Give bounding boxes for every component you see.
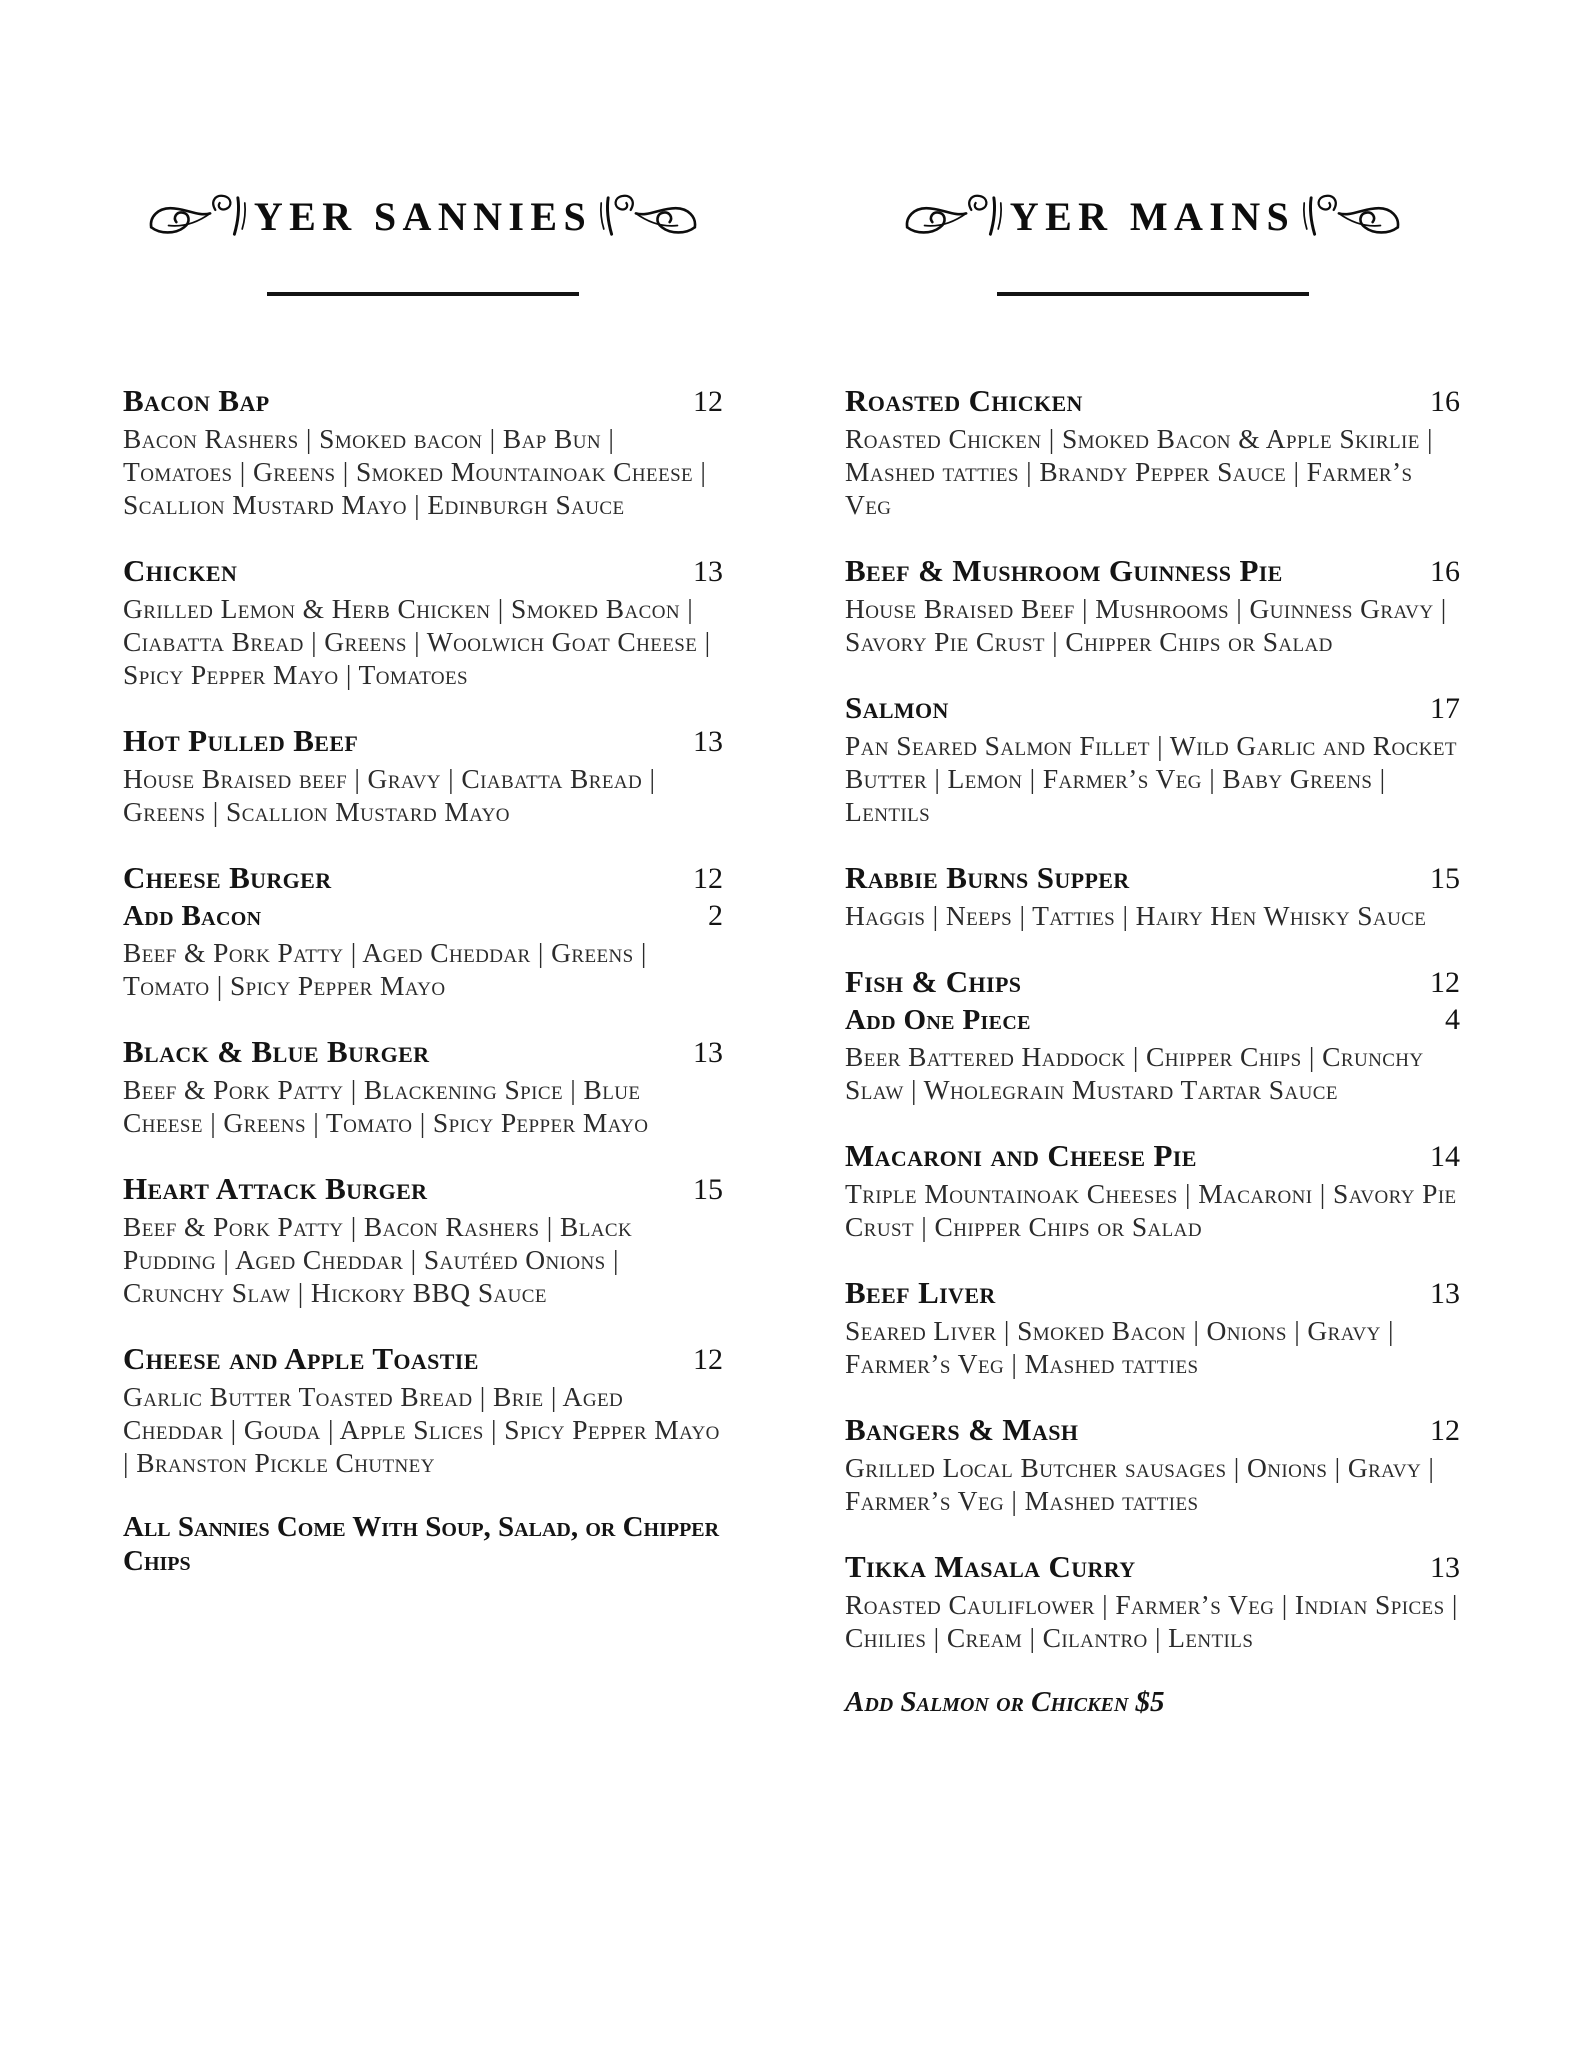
menu-item xyxy=(845,1137,1460,1243)
menu-item xyxy=(123,552,723,691)
item-description: Haggis | Neeps | Tatties | Hairy Hen Whisky Sauce xyxy=(845,900,1427,931)
item-name: Beef Liver xyxy=(845,1275,996,1310)
section-sannies xyxy=(123,0,723,1578)
item-description: Grilled Lemon & Herb Chicken | Smoked Bacon | Ciabatta Bread | Greens | Woolwich Goat Cheese | Spicy Pepper Mayo | Tomatoes xyxy=(123,593,711,690)
item-description: Grilled Local Butcher sausages | Onions | Gravy | Farmer’s Veg | Mashed tatties xyxy=(845,1452,1435,1516)
item-description: Beef & Pork Patty | Aged Cheddar | Greens | Tomato | Spicy Pepper Mayo xyxy=(123,937,647,1001)
menu-item xyxy=(123,382,723,521)
item-description: Beef & Pork Patty | Blackening Spice | Blue Cheese | Greens | Tomato | Spicy Pepper Mayo xyxy=(123,1074,649,1138)
item-name: Beef & Mushroom Guinness Pie xyxy=(845,553,1283,588)
menu-item xyxy=(123,1170,723,1309)
menu-item xyxy=(845,689,1460,828)
item-name: Chicken xyxy=(123,553,238,588)
flourish-icon xyxy=(1299,192,1403,240)
section-footnote: All Sannies Come With Soup, Salad, or Chipper Chips xyxy=(123,1511,720,1577)
section-mains xyxy=(845,0,1460,1719)
item-description: Beef & Pork Patty | Bacon Rashers | Black Pudding | Aged Cheddar | Sautéed Onions | Crunchy Slaw | Hickory BBQ Sauce xyxy=(123,1211,633,1308)
item-description: Beer Battered Haddock | Chipper Chips | Crunchy Slaw | Wholegrain Mustard Tartar Sauce xyxy=(845,1041,1424,1105)
item-description: Pan Seared Salmon Fillet | Wild Garlic and Rocket Butter | Lemon | Farmer’s Veg | Baby Greens | Lentils xyxy=(845,730,1457,827)
item-price: 13 xyxy=(1430,1551,1460,1584)
item-description: Triple Mountainoak Cheeses | Macaroni | Savory Pie Crust | Chipper Chips or Salad xyxy=(845,1178,1457,1242)
flourish-icon xyxy=(146,192,250,240)
item-addon-price: 2 xyxy=(708,899,723,932)
menu-item xyxy=(123,1340,723,1479)
section-title: YER MAINS xyxy=(1009,193,1296,239)
item-price: 15 xyxy=(1430,862,1460,895)
menu-item xyxy=(845,859,1460,932)
item-name: Rabbie Burns Supper xyxy=(845,860,1130,895)
item-name: Hot Pulled Beef xyxy=(123,723,359,758)
section-footnote: Add Salmon or Chicken $5 xyxy=(845,1686,1165,1718)
menu-item xyxy=(845,1274,1460,1380)
item-price: 12 xyxy=(693,385,723,418)
item-price: 12 xyxy=(693,862,723,895)
item-addon-name: Add One Piece xyxy=(845,1004,1031,1036)
item-price: 16 xyxy=(1430,555,1460,588)
menu-item xyxy=(845,552,1460,658)
item-name: Bacon Bap xyxy=(123,383,270,418)
item-price: 15 xyxy=(693,1173,723,1206)
sannies-items xyxy=(123,382,723,1479)
item-description: Bacon Rashers | Smoked bacon | Bap Bun | Tomatoes | Greens | Smoked Mountainoak Cheese | Scallion Mustard Mayo | Edinburgh Sauce xyxy=(123,423,707,520)
menu-item xyxy=(845,963,1460,1106)
item-price: 14 xyxy=(1430,1140,1460,1173)
item-name: Bangers & Mash xyxy=(845,1412,1079,1447)
item-description: Roasted Chicken | Smoked Bacon & Apple Skirlie | Mashed tatties | Brandy Pepper Sauce | Farmer’s Veg xyxy=(845,423,1433,520)
item-name: Macaroni and Cheese Pie xyxy=(845,1138,1197,1173)
item-name: Tikka Masala Curry xyxy=(845,1549,1136,1584)
section-title: YER SANNIES xyxy=(253,193,593,239)
mains-header xyxy=(845,192,1460,240)
item-addon-price: 4 xyxy=(1445,1003,1460,1036)
menu-item xyxy=(123,859,723,1002)
item-name: Cheese and Apple Toastie xyxy=(123,1341,479,1376)
item-addon-name: Add Bacon xyxy=(123,900,262,932)
header-underline xyxy=(267,292,579,296)
item-name: Fish & Chips xyxy=(845,964,1022,999)
item-price: 12 xyxy=(1430,1414,1460,1447)
item-price: 17 xyxy=(1430,692,1460,725)
header-underline xyxy=(997,292,1309,296)
item-description: House Braised Beef | Mushrooms | Guinness Gravy | Savory Pie Crust | Chipper Chips or Salad xyxy=(845,593,1447,657)
menu-item xyxy=(845,382,1460,521)
menu-item xyxy=(123,1033,723,1139)
item-description: Roasted Cauliflower | Farmer’s Veg | Indian Spices | Chilies | Cream | Cilantro | Lentils xyxy=(845,1589,1458,1653)
item-price: 12 xyxy=(693,1343,723,1376)
item-name: Roasted Chicken xyxy=(845,383,1083,418)
item-price: 13 xyxy=(693,555,723,588)
item-price: 16 xyxy=(1430,385,1460,418)
item-price: 13 xyxy=(693,1036,723,1069)
menu-item xyxy=(845,1411,1460,1517)
item-name: Black & Blue Burger xyxy=(123,1034,430,1069)
flourish-icon xyxy=(596,192,700,240)
item-name: Salmon xyxy=(845,690,949,725)
menu-item xyxy=(845,1548,1460,1654)
item-description: Seared Liver | Smoked Bacon | Onions | Gravy | Farmer’s Veg | Mashed tatties xyxy=(845,1315,1394,1379)
item-description: Garlic Butter Toasted Bread | Brie | Aged Cheddar | Gouda | Apple Slices | Spicy Pepper Mayo | Branston Pickle Chutney xyxy=(123,1381,720,1478)
item-name: Heart Attack Burger xyxy=(123,1171,428,1206)
item-price: 13 xyxy=(1430,1277,1460,1310)
item-price: 13 xyxy=(693,725,723,758)
mains-items xyxy=(845,382,1460,1654)
item-name: Cheese Burger xyxy=(123,860,332,895)
sannies-header xyxy=(123,192,723,240)
item-description: House Braised beef | Gravy | Ciabatta Bread | Greens | Scallion Mustard Mayo xyxy=(123,763,656,827)
menu-item xyxy=(123,722,723,828)
flourish-icon xyxy=(902,192,1006,240)
item-price: 12 xyxy=(1430,966,1460,999)
